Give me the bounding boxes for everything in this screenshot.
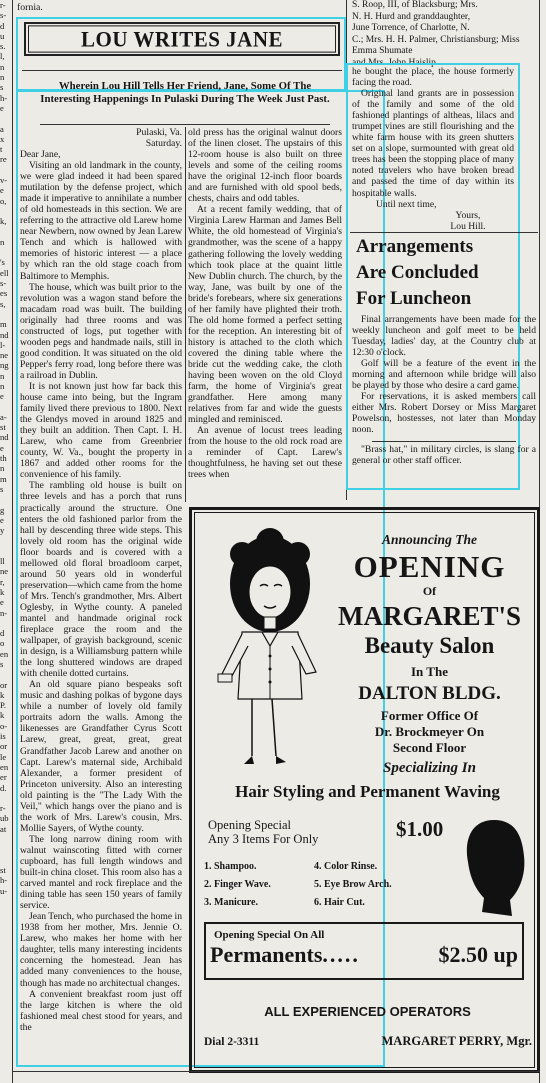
article-paragraph: It is not known just how far back this house came into being, but the Ingram family lived there previous to 1800. Next the Glendys moved in around 1825 and they built an addition. Then Capt. I. H. Larew, who came from Greenbrier county, W. Va., bought the property in 1867 and added other rooms for the convenience of his family. [20, 380, 182, 481]
article-paragraph: A convenient breakfast room just off the large kitchen is where the old fashioned meal chest stood for years, and the [20, 988, 182, 1033]
article-headline: LOU WRITES JANE [28, 25, 336, 52]
article-paragraph: old press has the original walnut doors of the linen closet. The upstairs of this 12-room house is also built on three levels and some of the ceiling rooms have the original 12-inch floor boards and are furnished with old spool beds, chests, chairs and odd tables. [188, 127, 342, 205]
ad-service-item: 6. Hair Cut. [314, 897, 365, 908]
signoff-yours: Yours, [455, 209, 481, 221]
luncheon-headline [356, 234, 536, 314]
luncheon-paragraph: Final arrangements have been made for the weekly luncheon and golf meet to be held Tuesday, ladies' day, at the Country club at 12:30 o'clock. [352, 314, 536, 359]
fragment-line: N. H. Hurd and granddaughter, [352, 11, 471, 22]
ad-manager: MARGARET PERRY, Mgr. [381, 1034, 532, 1048]
filler-paragraph: "Brass hat," in military circles, is slang for a general or other staff officer. [352, 443, 536, 466]
luncheon-divider [372, 441, 516, 442]
ad-former-floor: Second Floor [392, 740, 467, 755]
ad-announcing: Announcing The [382, 532, 477, 547]
ad-special-offer [208, 818, 408, 852]
ad-service-item: 2. Finger Wave. [204, 879, 271, 890]
article-paragraph: Jean Tench, who purchased the home in 1938 from her mother, Mrs. Jennie O. Larew, who makes her home with her daughter, tells many interesting incidents concerning the homestead. Jean has added many conveniences to the house, though has made no architectual changes. [20, 911, 182, 989]
top-right-fragment [352, 0, 540, 68]
article-column-1 [18, 149, 184, 1064]
luncheon-paragraph: For reservations, it is asked members call either Mrs. Robert Dorsey or Miss Margaret Powelson, hostesses, not later than Monday noon. [352, 391, 536, 436]
luncheon-paragraph: Golf will be a feature of the event in the morning and afternoon while bridge will also be played by those who desire a card game. [352, 358, 536, 392]
luncheon-headline-line: Arrangements [356, 236, 474, 257]
luncheon-headline-line: Are Concluded [356, 262, 479, 283]
article-dateline: Pulaski, Va. Saturday. [136, 127, 182, 149]
woman-illustration [212, 524, 322, 774]
article-header [24, 22, 340, 86]
ad-former-doctor: Dr. Brockmeyer On [374, 724, 485, 739]
fragment-line: and Mrs. John Haislip. [352, 57, 439, 68]
permanents-price: $2.50 up [438, 942, 518, 967]
article-paragraph: An avenue of locust trees leading from the house to the old rock road are a reminder of Capt. Larew's thoughtfulness, he having set out these trees when [188, 425, 342, 481]
article-closing: Until next time, [376, 198, 437, 210]
ad-in-the: In The [411, 664, 448, 679]
ad-opening: OPENING [353, 549, 506, 584]
article-column-2 [186, 127, 344, 499]
article-paragraph: he bought the place, the house formerly facing the road. [352, 66, 514, 89]
permanents-dots: ..... [322, 942, 360, 967]
ad-service-item: 5. Eye Brow Arch. [314, 879, 392, 890]
ad-special-line: Any 3 Items For Only [208, 832, 319, 846]
ad-salon-name: MARGARET'S [337, 601, 521, 631]
subhead-rule [40, 124, 330, 125]
ad-service-item: 4. Color Rinse. [314, 861, 378, 872]
permanents-label: Opening Special On All [214, 929, 325, 941]
ad-former-office: Former Office Of [380, 708, 479, 723]
article-paragraph: The long narrow dining room with walnut wainscoting fitted with corner cupboard, has full length windows and built-in china closet. This room also has a carved mantel and rock fireplace and the dining table has seen 150 years of family service. [20, 833, 182, 912]
headline-underline [22, 70, 342, 71]
luncheon-top-rule [350, 232, 538, 233]
ad-special-line: Opening Special [208, 818, 291, 832]
article-paragraph: Original land grants are in possession of the family and some of the old fashioned plantings of altheas, lilacs and trumpet vines are still flourishing and the white farm house with its green shutters set on a slope, surmounted with great old trees has been the stopping place of many noted travelers who have broken bread and passed the time of day within its hospitable walls. [352, 88, 514, 199]
luncheon-body [350, 314, 538, 499]
fragment-line: June Torrence, of Charlotte, N. [352, 23, 470, 33]
ad-service-item: 1. Shampoo. [204, 861, 257, 872]
top-left-fragment: fornia. [17, 2, 43, 13]
ad-specializing: Specializing In [383, 760, 476, 776]
ad-service-item: 3. Manicure. [204, 897, 258, 908]
article-paragraph: An old square piano bespeaks soft music and dashing polkas of bygone days while a number of lovely old family portraits adorn the walls. Among the likenesses are Grandfather Cyrus Scott Larew, great, great, great, great Grandfather Jacob Larew and another on Capt. Larew's maternal side, Archibald Alexander, a former president of Princeton university. Also an interesting old painting is the "The Lady With the Veil," which hangs over the piano and is the work of Mrs. Larew's cousin, Mrs. Mollie Sayers, of Wythe county. [20, 679, 182, 834]
ad-special-price: $1.00 [396, 817, 444, 841]
silhouette-illustration [460, 816, 530, 920]
fragment-line: S. Roop, III, of Blacksburg; Mrs. [352, 0, 478, 10]
left-edge-fragments: r- s- d u s. l, n n s h- e a x t re v- e o, k, n 's ell s- es s, m nd l- ne ng n n e a- st nd e th n m s g e y ll ne r, k e n- d o en s or k P. k o- is or le en er d. r- ub at st h- u- [0, 0, 9, 896]
article-paragraph: The rambling old house is built on three levels and has a porch that runs practically around the structure. One enters the old fashioned parlor from the hall by descending three wide steps. This lovely old room has the original wide floor boards and is covered with a mellowed old floral broadloom carpet, around 50 years old in wonderful preservation—which came from the home of Mrs. Tench's grandmother, Mrs. Albert Oglesby, in Wythe county. A paneled mantel and handmade original rock fireplace grace the room and the wallpaper, of grayish background, scenic in design, is a Williamsburg pattern while the long shuttered windows are draped with chenile dotted curtains. [20, 480, 182, 680]
permanents-box [204, 922, 524, 980]
salutation: Dear Jane, [20, 149, 61, 160]
ad-items-left [204, 858, 304, 914]
page-bottom-rule [12, 1071, 540, 1072]
permanents-offer [206, 941, 522, 969]
column-rule-left [12, 0, 13, 1083]
ad-operators: ALL EXPERIENCED OPERATORS [264, 1004, 471, 1019]
signoff-author: Lou Hill. [450, 220, 486, 232]
article-subhead: Wherein Lou Hill Tells Her Friend, Jane, Some Of The Interesting Happenings In Pulaski During The Week Just Past. [40, 80, 330, 105]
permanents-item: Permanents [210, 942, 323, 967]
article-paragraph: At a recent family wedding, that of Virginia Larew Harman and James Bell White, the old homestead of Virginia's grandmother, was the scene of a happy gathering following the lovely wedding which took place at the quaint little New Dublin church. The church, by the way, Jane, was built by one of the bride's forebears, where six generations of her family have plighted their troth. The old home formed a perfect setting for the reception. An interesting bit of history is attached to the cloth which covered the dining table where the bride cut the wedding cake, the cloth having been woven on the old Cloyd farm, the home of Virginia's great grandfather. Here among many relatives from far and wide the guests mingled and reminisced. [188, 204, 342, 426]
article-paragraph: Visiting an old landmark in the county, we were glad indeed it had been spared mutilation by the defense project, which made it imperative to annihilate a number of old homesteads in this section. We are referring to the attractive old Larew home near Newbern, now owned by Jean Larew Tench and which is hallowed with memories of historic interest — a place by which ran the old stage coach from Baltimore to Memphis. [20, 160, 182, 282]
article-paragraph: The house, which was built prior to the revolution was a wagon stand before the macadam road was built. The building originally had three rooms and was constructed of logs, put together with wooden pegs and handmade nails, still in good condition. It was situated on the old Pepper's ferry road, long before there was a railroad in Dublin. [20, 281, 182, 381]
ad-building: DALTON BLDG. [358, 683, 501, 704]
beauty-salon-ad [189, 507, 540, 1073]
ad-beauty-salon: Beauty Salon [364, 633, 495, 658]
ad-of: Of [422, 584, 437, 598]
ad-services-headline: Hair Styling and Permanent Waving [235, 782, 500, 801]
ad-items-right [314, 858, 424, 914]
luncheon-headline-line: For Luncheon [356, 288, 472, 309]
ad-phone: Dial 2-3311 [204, 1036, 260, 1048]
fragment-line: C.; Mrs. H. H. Palmer, Christiansburg; Miss Emma Shumate [352, 34, 520, 56]
